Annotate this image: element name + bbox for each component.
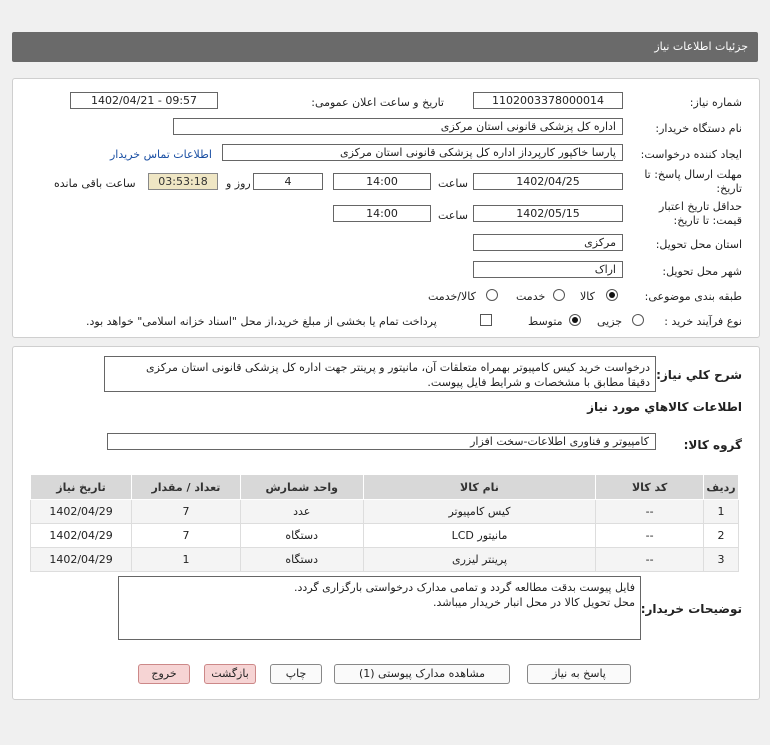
summary-text <box>104 356 656 392</box>
table-row <box>31 548 739 572</box>
cell-need-date: 1402/04/29 <box>31 548 132 572</box>
process-minor-radio[interactable] <box>632 314 644 326</box>
days-label: روز و <box>226 177 251 190</box>
cell-quantity: 1 <box>132 548 241 572</box>
process-medium-radio[interactable] <box>569 314 581 326</box>
goods-group-field[interactable]: کامپیوتر و فناوری اطلاعات-سخت افزار <box>107 433 656 450</box>
col-row-number: ردیف <box>703 475 738 500</box>
col-unit: واحد شمارش <box>240 475 363 500</box>
cell-quantity: 7 <box>132 500 241 524</box>
need-number-label: شماره نیاز: <box>689 96 742 109</box>
days-remaining-field[interactable]: 4 <box>253 173 323 190</box>
deadline-time-label: ساعت <box>438 177 468 190</box>
summary-line-2: دقیقا مطابق با مشخصات و شرایط فایل پیوست. <box>427 376 650 389</box>
cell-unit: عدد <box>240 500 363 524</box>
category-goods-label: کالا <box>580 290 595 303</box>
goods-table-header <box>31 475 739 500</box>
cell-need-date: 1402/04/29 <box>31 500 132 524</box>
treasury-payment-checkbox[interactable] <box>480 314 492 326</box>
treasury-payment-note: پرداخت تمام یا بخشی از مبلغ خرید،از محل "اسناد خزانه اسلامی" خواهد بود. <box>86 315 437 328</box>
buyer-org-field[interactable]: اداره کل پزشکی قانونی استان مرکزی <box>173 118 623 135</box>
exit-button[interactable]: خروج <box>138 664 190 684</box>
buyer-notes-line-1: فایل پیوست بدقت مطالعه گردد و تمامی مدارک درخواستی بارگزاری گردد. <box>294 581 635 594</box>
cell-item-code: -- <box>596 524 704 548</box>
validity-time-field[interactable]: 14:00 <box>333 205 431 222</box>
goods-table <box>30 474 739 572</box>
cell-item-name: پرینتر لیزری <box>363 548 596 572</box>
col-item-code: کد کالا <box>596 475 704 500</box>
buyer-org-label: نام دستگاه خریدار: <box>655 122 742 135</box>
cell-item-code: -- <box>596 500 704 524</box>
buyer-notes-line-2: محل تحویل کالا در محل انبار خریدار میباشد. <box>433 596 635 609</box>
cell-row-number: 1 <box>703 500 738 524</box>
remaining-time-field: 03:53:18 <box>148 173 218 190</box>
cell-row-number: 3 <box>703 548 738 572</box>
col-item-name: نام کالا <box>363 475 596 500</box>
back-button[interactable]: بازگشت <box>204 664 256 684</box>
category-service-radio[interactable] <box>553 289 565 301</box>
page-title: جزئیات اطلاعات نیاز <box>654 40 748 53</box>
category-label: طبقه بندی موضوعی: <box>644 290 742 303</box>
page-header-bar <box>12 32 758 62</box>
buyer-notes-label: توضیحات خریدار: <box>640 602 742 616</box>
cell-row-number: 2 <box>703 524 738 548</box>
col-need-date: تاریخ نیاز <box>31 475 132 500</box>
deadline-label-date: تاریخ: <box>716 182 742 195</box>
goods-section-title: اطلاعات کالاهاي مورد نياز <box>587 400 742 414</box>
category-goods-radio[interactable] <box>606 289 618 301</box>
cell-item-name: مانیتور LCD <box>363 524 596 548</box>
contact-buyer-link[interactable]: اطلاعات تماس خریدار <box>110 148 212 161</box>
announce-label: تاریخ و ساعت اعلان عمومی: <box>311 96 444 109</box>
goods-group-label: گروه کالا: <box>683 438 742 452</box>
city-field[interactable]: اراک <box>473 261 623 278</box>
cell-quantity: 7 <box>132 524 241 548</box>
col-quantity: تعداد / مقدار <box>132 475 241 500</box>
process-medium-label: متوسط <box>528 315 563 328</box>
validity-date-field[interactable]: 1402/05/15 <box>473 205 623 222</box>
cell-item-name: کیس کامپیوتر <box>363 500 596 524</box>
cell-unit: دستگاه <box>240 524 363 548</box>
announce-datetime-field[interactable]: 1402/04/21 - 09:57 <box>70 92 218 109</box>
process-type-label: نوع فرآیند خرید : <box>664 315 742 328</box>
view-attachments-button[interactable]: مشاهده مدارک پیوستی (1) <box>334 664 510 684</box>
category-service-label: خدمت <box>516 290 546 303</box>
table-row <box>31 500 739 524</box>
category-goods-service-radio[interactable] <box>486 289 498 301</box>
validity-label: حداقل تاریخ اعتبار <box>658 200 742 213</box>
summary-line-1: درخواست خرید کیس کامپیوتر بهمراه متعلقات آن، مانیتور و پرینتر جهت اداره کل پزشکی قانونی استان مرکزی <box>146 361 650 374</box>
reply-button[interactable]: پاسخ به نیاز <box>527 664 631 684</box>
summary-label: شرح کلي نياز: <box>656 368 742 382</box>
deadline-time-field[interactable]: 14:00 <box>333 173 431 190</box>
deadline-label: مهلت ارسال پاسخ: تا <box>644 168 742 181</box>
cell-item-code: -- <box>596 548 704 572</box>
cell-need-date: 1402/04/29 <box>31 524 132 548</box>
process-minor-label: جزیی <box>597 315 623 328</box>
cell-unit: دستگاه <box>240 548 363 572</box>
city-label: شهر محل تحویل: <box>662 265 742 278</box>
buyer-notes-box <box>118 576 641 640</box>
province-field[interactable]: مرکزی <box>473 234 623 251</box>
validity-time-label: ساعت <box>438 209 468 222</box>
province-label: استان محل تحویل: <box>655 238 742 251</box>
validity-label-date: قیمت: تا تاریخ: <box>673 214 742 227</box>
remaining-time-label: ساعت باقی مانده <box>54 177 136 190</box>
category-goods-service-label: کالا/خدمت <box>428 290 476 303</box>
table-row <box>31 524 739 548</box>
creator-label: ایجاد کننده درخواست: <box>640 148 742 161</box>
deadline-date-field[interactable]: 1402/04/25 <box>473 173 623 190</box>
creator-field[interactable]: پارسا خاکپور کارپرداز اداره کل پزشکی قانونی استان مرکزی <box>222 144 623 161</box>
need-number-field[interactable]: 1102003378000014 <box>473 92 623 109</box>
print-button[interactable]: چاپ <box>270 664 322 684</box>
